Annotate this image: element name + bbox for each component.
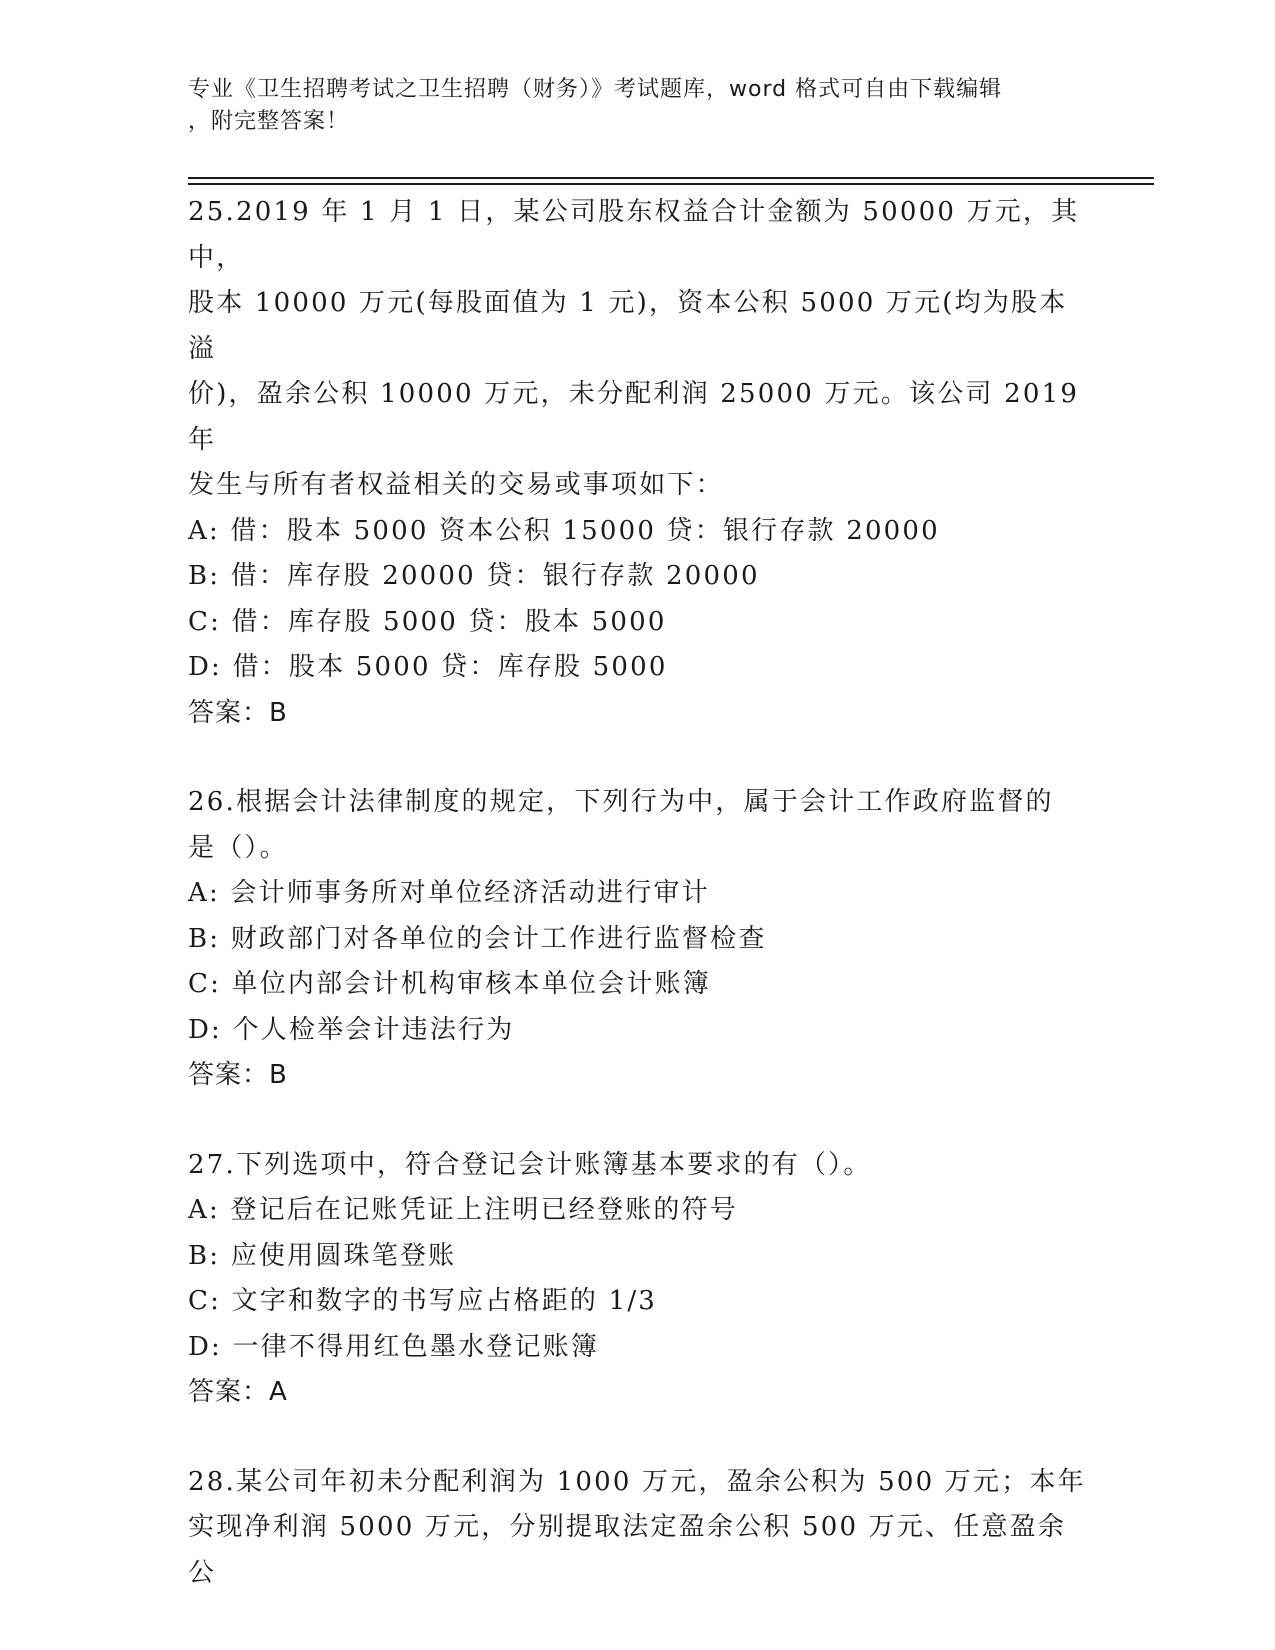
option-c: C: 单位内部会计机构审核本单位会计账簿 (188, 969, 711, 999)
header-divider-bottom (188, 183, 1154, 185)
question-stem-line: 发生与所有者权益相关的交易或事项如下： (188, 470, 724, 500)
question-27 (188, 1143, 1088, 1416)
question-stem-line: 实现净利润 5000 万元，分别提取法定盈余公积 500 万元、任意盈余公 (188, 1512, 1067, 1588)
question-spacer (188, 1416, 1088, 1460)
question-spacer (188, 736, 1088, 780)
question-stem-line: 28.某公司年初未分配利润为 1000 万元，盈余公积为 500 万元；本年 (188, 1466, 1086, 1497)
option-b: B: 财政部门对各单位的会计工作进行监督检查 (188, 923, 767, 954)
question-stem-line: 26.根据会计法律制度的规定，下列行为中，属于会计工作政府监督的 (188, 787, 1054, 817)
answer-line: 答案：A (188, 1377, 288, 1407)
document-header (188, 74, 1068, 138)
question-stem-line: 25.2019 年 1 月 1 日，某公司股东权益合计金额为 50000 万元，其中， (188, 197, 1080, 273)
header-line-2: ，附完整答案！ (188, 109, 350, 134)
answer-line: 答案：B (188, 1060, 288, 1090)
option-c: C: 借：库存股 5000 贷：股本 5000 (188, 606, 667, 637)
question-stem-line: 是（）。 (188, 832, 288, 863)
option-c: C: 文字和数字的书写应占格距的 1/3 (188, 1286, 658, 1316)
option-a: A: 登记后在记账凭证上注明已经登账的符号 (188, 1195, 739, 1225)
option-b: B: 借：库存股 20000 贷：银行存款 20000 (188, 561, 760, 591)
question-28 (188, 1460, 1088, 1597)
question-25 (188, 190, 1088, 736)
question-spacer (188, 1099, 1088, 1143)
answer-line: 答案：B (188, 697, 288, 728)
header-line-1: 专业《卫生招聘考试之卫生招聘（财务）》考试题库，word 格式可自由下载编辑 (188, 77, 1003, 102)
question-stem-line: 股本 10000 万元(每股面值为 1 元)，资本公积 5000 万元(均为股本溢 (188, 288, 1068, 364)
question-stem-line: 27.下列选项中，符合登记会计账簿基本要求的有（）。 (188, 1149, 872, 1180)
option-d: D: 一律不得用红色墨水登记账簿 (188, 1331, 600, 1362)
option-b: B: 应使用圆珠笔登账 (188, 1240, 457, 1271)
option-a: A: 借：股本 5000 资本公积 15000 贷：银行存款 20000 (188, 515, 940, 546)
option-d: D: 借：股本 5000 贷：库存股 5000 (188, 652, 668, 682)
question-stem-line: 价)，盈余公积 10000 万元，未分配利润 25000 万元。该公司 2019 年 (188, 379, 1080, 455)
header-divider-top (188, 177, 1154, 179)
option-a: A: 会计师事务所对单位经济活动进行审计 (188, 878, 710, 908)
question-26 (188, 780, 1088, 1099)
option-d: D: 个人检举会计违法行为 (188, 1014, 515, 1045)
question-list (188, 190, 1088, 1596)
